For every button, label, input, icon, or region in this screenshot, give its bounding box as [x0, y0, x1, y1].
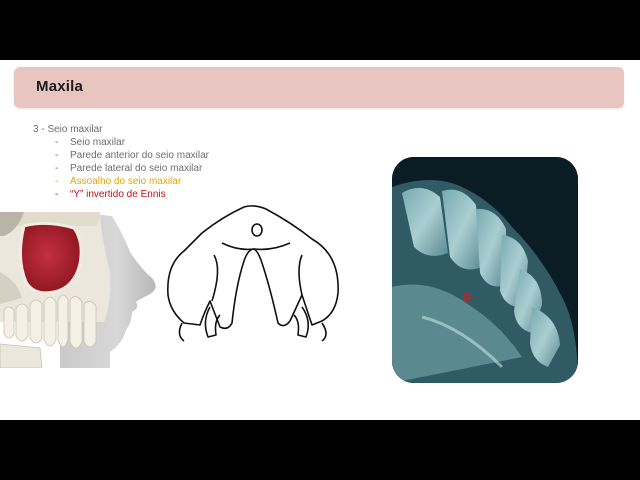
outline-item-highlight — [55, 188, 209, 201]
inverted-y-ennis-diagram — [162, 203, 342, 348]
outline-item — [55, 162, 209, 175]
outline-item-label: “Y” invertido de Ennis — [70, 189, 166, 200]
outline-item — [55, 136, 209, 149]
radiograph-image — [392, 157, 578, 383]
outline-heading: 3 - Seio maxilar — [33, 124, 103, 135]
bullet-dash: - — [55, 189, 59, 200]
slide-title: Maxila — [36, 78, 84, 95]
bullet-dash: - — [55, 137, 59, 148]
outline-item-label: Seio maxilar — [70, 137, 126, 148]
topic-outline — [33, 123, 209, 201]
outline-item-label: Parede anterior do seio maxilar — [70, 150, 209, 161]
bullet-dash: - — [55, 176, 59, 187]
outline-list — [33, 136, 209, 201]
bullet-dash: - — [55, 163, 59, 174]
skull-maxillary-sinus-illustration — [0, 212, 160, 368]
outline-item-highlight — [55, 175, 209, 188]
bullet-dash: - — [55, 150, 59, 161]
title-bar — [14, 67, 624, 108]
outline-item-label: Assoalho do seio maxilar — [70, 176, 182, 187]
outline-item-label: Parede lateral do seio maxilar — [70, 163, 203, 174]
outline-item — [55, 149, 209, 162]
presentation-slide — [0, 60, 640, 420]
